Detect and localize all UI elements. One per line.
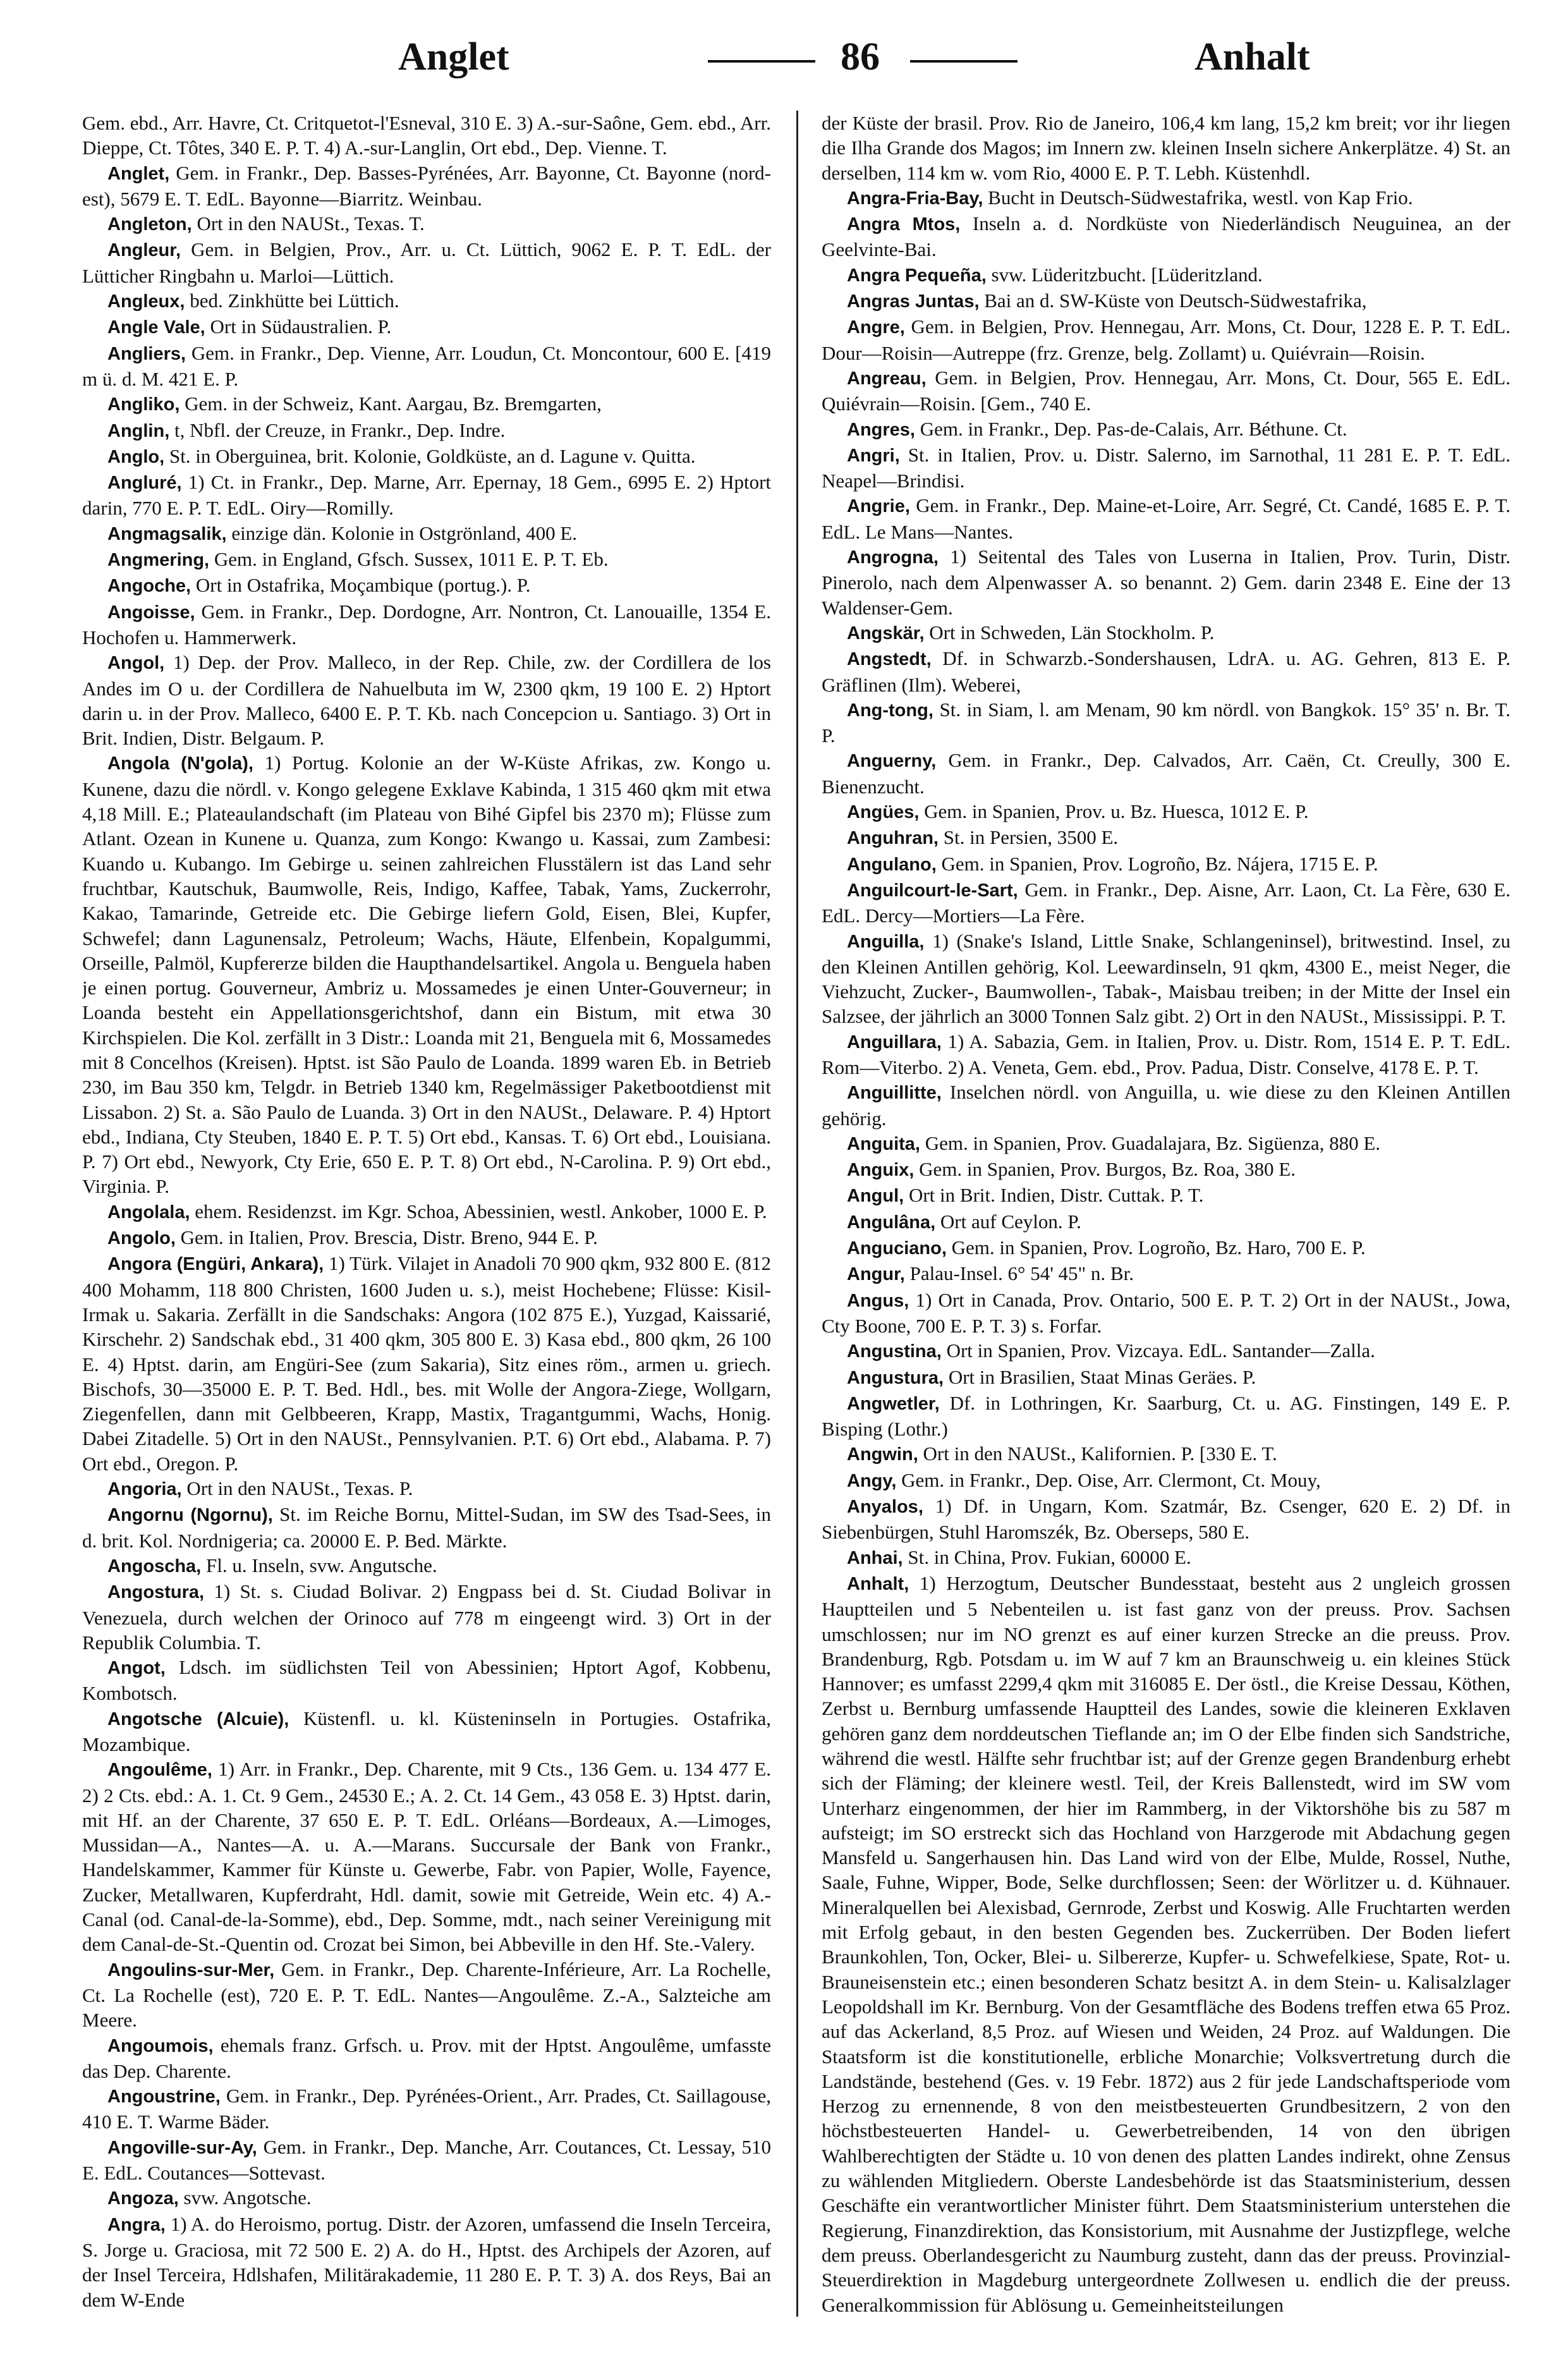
entry-text: 1) Ort in Canada, Prov. Ontario, 500 E. P. T. 2) Ort in der NAUSt., Jowa, Cty Boone, 700 E. P. T. 3) s. Forfar. <box>822 1288 1510 1337</box>
entry-headword: Angres, <box>847 419 915 440</box>
entry-text: Gem. ebd., Arr. Havre, Ct. Critquetot-l'Esneval, 310 E. 3) A.-sur-Saône, Gem. ebd., Arr. Dieppe, Ct. Tôtes, 340 E. P. T. 4) A.-sur-Langlin, Ort ebd., Dep. Vienne. T. <box>82 112 771 159</box>
entry-headword: Anguillitte, <box>847 1083 942 1104</box>
entry-headword: Angmagsalik, <box>107 523 227 544</box>
entry-headword: Angoville-sur-Ay, <box>107 2137 257 2158</box>
dictionary-entry <box>82 2135 771 2186</box>
entry-headword: Angol, <box>107 653 165 674</box>
entry-text: einzige dän. Kolonie in Ostgrönland, 400 E. <box>226 521 578 544</box>
running-head-right: Anhalt <box>1194 35 1310 78</box>
entry-headword: Angoulême, <box>107 1760 212 1781</box>
dictionary-entry <box>822 929 1510 1029</box>
left-column <box>82 111 771 2329</box>
entry-headword: Anguilcourt-le-Sart, <box>847 880 1018 901</box>
dictionary-entry <box>822 442 1510 494</box>
entry-text: St. im Reiche Bornu, Mittel-Sudan, im SW des Tsad-Sees, in d. brit. Kol. Nordnigeria; ca. 20000 E. P. Bed. Märkte. <box>82 1503 771 1552</box>
entry-text: ehemals franz. Grfsch. u. Prov. mit der Hptst. Angoulême, umfasste das Dep. Charente. <box>82 2033 771 2082</box>
entry-headword: Angoulins-sur-Mer, <box>107 1960 275 1980</box>
entry-headword: Angües, <box>847 802 920 823</box>
dictionary-entry <box>82 1225 771 1251</box>
dictionary-entry <box>82 650 771 750</box>
entry-text: Ort in Ostafrika, Moçambique (portug.). P. <box>191 574 531 597</box>
entry-headword: Angstedt, <box>847 649 932 670</box>
entry-headword: Angliers, <box>107 343 186 364</box>
entry-text: Gem. in England, Gfsch. Sussex, 1011 E. P. T. Eb. <box>209 548 609 571</box>
entry-text: Ort in Südaustralien. P. <box>205 315 392 338</box>
dictionary-entry <box>82 314 771 340</box>
dictionary-entry <box>82 418 771 444</box>
dictionary-entry <box>82 161 771 212</box>
dictionary-entry <box>822 1209 1510 1235</box>
dictionary-entry <box>82 1553 771 1579</box>
dictionary-entry <box>82 1706 771 1757</box>
entry-headword: Angustura, <box>847 1367 944 1388</box>
page-header <box>88 25 1504 95</box>
entry-text: Gem. in Spanien, Prov. Logroño, Bz. Haro, 700 E. P. <box>946 1236 1366 1259</box>
entry-text: Gem. in Spanien, Prov. Logroño, Bz. Nájera, 1715 E. P. <box>936 852 1378 875</box>
entry-headword: Angras Juntas, <box>847 291 980 312</box>
dictionary-entry <box>822 1131 1510 1157</box>
entry-headword: Anguerny, <box>847 751 937 772</box>
entry-text: Gem. in Frankr., Dep. Oise, Arr. Clermont, Ct. Mouy, <box>896 1468 1321 1491</box>
dictionary-entry <box>822 288 1510 314</box>
entry-text: Ort in Spanien, Prov. Vizcaya. EdL. Santander—Zalla. <box>941 1339 1375 1362</box>
entry-headword: Angrie, <box>847 496 910 517</box>
dictionary-entry <box>822 851 1510 877</box>
dictionary-entry <box>82 1655 771 1706</box>
entry-headword: Angustina, <box>847 1341 942 1362</box>
entry-text: Gem. in der Schweiz, Kant. Aargau, Bz. Bremgarten, <box>179 393 602 415</box>
dictionary-entry <box>82 1579 771 1655</box>
entry-text: Küstenfl. u. kl. Küsteninseln in Portugies. Ostafrika, Mozambique. <box>82 1707 771 1755</box>
entry-text: bed. Zinkhütte bei Lüttich. <box>185 290 399 312</box>
entry-text: 1) A. Sabazia, Gem. in Italien, Prov. u. Distr. Rom, 1514 E. P. T. EdL. Rom—Viterbo. 2) A. Veneta, Gem. ebd., Prov. Padua, Distr. Conselve, 4178 E. P. T. <box>822 1030 1510 1078</box>
dictionary-entry <box>822 1080 1510 1131</box>
dictionary-entry <box>82 2212 771 2312</box>
dictionary-entry <box>822 1391 1510 1442</box>
entry-headword: Angot, <box>107 1658 166 1679</box>
entry-headword: Angwin, <box>847 1444 918 1465</box>
dictionary-entry <box>82 599 771 650</box>
entry-text: Ort auf Ceylon. P. <box>935 1210 1081 1233</box>
entry-text: Inselchen nördl. von Anguilla, u. wie diese zu den Kleinen Antillen gehörig. <box>822 1081 1510 1130</box>
entry-headword: Angleur, <box>107 240 181 261</box>
entry-headword: Anglet, <box>107 163 170 184</box>
entry-text: 1) Ct. in Frankr., Dep. Marne, Arr. Epernay, 18 Gem., 6995 E. 2) Hptort darin, 770 E. P. T. EdL. Oiry—Romilly. <box>82 471 771 520</box>
dictionary-entry <box>822 799 1510 825</box>
dictionary-entry <box>822 620 1510 646</box>
entry-text: Gem. in Frankr., Dep. Calvados, Arr. Caën, Ct. Creully, 300 E. Bienenzucht. <box>822 749 1510 798</box>
entry-text: Inseln a. d. Nordküste von Niederländisch Neuguinea, an der Geelvinte-Bai. <box>822 212 1510 261</box>
dictionary-entry <box>822 1288 1510 1339</box>
entry-headword: Angoche, <box>107 576 191 597</box>
entry-headword: Angulâna, <box>847 1212 936 1233</box>
entry-text: Gem. in Spanien, Prov. Guadalajara, Bz. Sigüenza, 880 E. <box>920 1131 1381 1154</box>
entry-text: St. in Italien, Prov. u. Distr. Salerno, im Sarnothal, 11 281 E. P. T. EdL. Neapel—Brindisi. <box>822 443 1510 492</box>
entry-headword: Angora (Engüri, Ankara), <box>107 1254 324 1275</box>
dictionary-entry <box>822 1545 1510 1571</box>
entry-text: 1) A. do Heroismo, portug. Distr. der Azoren, umfassend die Inseln Terceira, S. Jorge u. Graciosa, mit 72 500 E. 2) A. do H., Hptst. des Archipels der Azoren, auf der Insel Terceira, Hdlshafen, Militärakademie, 11 280 E. P. T. 3) A. dos Reys, Bai an dem W-Ende <box>82 2212 771 2311</box>
entry-text: Gem. in Frankr., Dep. Dordogne, Arr. Nontron, Ct. Lanouaille, 1354 E. Hochofen u. Hammerwerk. <box>82 600 771 649</box>
entry-text: Bucht in Deutsch-Südwestafrika, westl. von Kap Frio. <box>983 186 1413 209</box>
entry-text: 1) Dep. der Prov. Malleco, in der Rep. Chile, zw. der Cordillera de los Andes im O u. der Cordillera de Nahuelbuta im W, 2300 qkm, 19 100 E. 2) Hptort darin u. in der Prov. Malleco, 6400 E. P. T. Kb. nach Concepcion u. Santiago. 3) Ort in Brit. Indien, Distr. Belgaum. P. <box>82 651 771 750</box>
dictionary-entry <box>822 211 1510 262</box>
entry-headword: Angskär, <box>847 623 925 643</box>
entry-headword: Anguciano, <box>847 1238 947 1259</box>
entry-headword: Angur, <box>847 1264 905 1285</box>
entry-headword: Anyalos, <box>847 1497 923 1518</box>
entry-text: Gem. in Frankr., Dep. Charente-Inférieure, Arr. La Rochelle, Ct. La Rochelle (est), 720 E. P. T. EdL. Nantes—Angoulême. Z.-A., Salzteiche am Meere. <box>82 1958 771 2032</box>
entry-headword: Angrogna, <box>847 547 939 568</box>
entry-text: der Küste der brasil. Prov. Rio de Janeiro, 106,4 km lang, 15,2 km breit; vor ihr liegen die Ilha Grande dos Magos; im Innern zw. kleinen Inseln sichere Ankerplätze. 4) St. an derselben, 114 km w. vom Rio, 4000 E. P. T. Lebh. Küstenhdl. <box>822 112 1510 184</box>
entry-headword: Angoscha, <box>107 1556 202 1576</box>
entry-headword: Anguillara, <box>847 1032 942 1052</box>
dictionary-entry <box>822 417 1510 442</box>
entry-text: Ldsch. im südlichsten Teil von Abessinien; Hptort Agof, Kobbenu, Kombotsch. <box>82 1656 771 1705</box>
dictionary-entry <box>82 1502 771 1553</box>
dictionary-entry <box>82 288 771 314</box>
entry-headword: Angluré, <box>107 473 182 494</box>
entry-text: Gem. in Frankr., Dep. Basses-Pyrénées, Arr. Bayonne, Ct. Bayonne (nord-est), 5679 E. T. EdL. Bayonne—Biarritz. Weinbau. <box>82 161 771 210</box>
entry-text: Ort in den NAUSt., Texas. T. <box>191 212 425 235</box>
entry-headword: Angoria, <box>107 1479 182 1500</box>
entry-headword: Anguita, <box>847 1133 920 1154</box>
entry-headword: Angostura, <box>107 1582 205 1603</box>
entry-headword: Angmering, <box>107 550 210 571</box>
entry-headword: Angola (N'gola), <box>107 753 253 774</box>
dictionary-entry <box>822 1365 1510 1391</box>
dictionary-entry <box>82 1476 771 1502</box>
entry-text: svw. Lüderitzbucht. [Lüderitzland. <box>986 263 1263 286</box>
entry-text: 1) (Snake's Island, Little Snake, Schlangeninsel), britwestind. Insel, zu den Kleinen Antillen gehörig, Kol. Leewardinseln, 91 qkm, 4300 E., meist Neger, die Viehzucht, Zucker-, Baumwollen-, Tabak-, Maisbau treiben; in der Mitte der Insel ein Salzsee, der jährlich an 3000 Tonnen Salz gibt. 2) Ort in den NAUSt., Mississippi. P. T. <box>822 929 1510 1028</box>
dictionary-entry <box>822 493 1510 544</box>
dictionary-entry <box>822 1157 1510 1183</box>
entry-text: Df. in Schwarzb.-Sondershausen, LdrA. u. AG. Gehren, 813 E. P. Gräflinen (Ilm). Weberei, <box>822 647 1510 696</box>
entry-headword: Angoisse, <box>107 602 195 623</box>
entry-text: Palau-Insel. 6° 54' 45" n. Br. <box>904 1262 1134 1285</box>
entry-headword: Angra Mtos, <box>847 214 961 235</box>
entry-text: Gem. in Frankr., Dep. Manche, Arr. Coutances, Ct. Lessay, 510 E. EdL. Coutances—Sottevast. <box>82 2135 771 2185</box>
dictionary-entry <box>82 444 771 470</box>
entry-headword: Angulano, <box>847 854 937 875</box>
dictionary-entry <box>82 573 771 599</box>
dictionary-entry <box>822 1338 1510 1364</box>
dictionary-entry <box>822 1183 1510 1209</box>
dictionary-entry <box>822 1029 1510 1080</box>
dictionary-entry <box>822 262 1510 288</box>
entry-text: 1) Portug. Kolonie an der W-Küste Afrikas, zw. Kongo u. Kunene, dazu die nördl. v. Kongo gelegene Exklave Kabinda, 1 315 460 qkm mit etwa 4,18 Mill. E.; Plateaulandschaft (im Plateau von Bihé Gipfel bis 2370 m); Flüsse zum Atlant. Ozean in Kunene u. Quanza, zum Kongo: Kwango u. Kassai, zum Zambesi: Kuando u. Kubango. Im Gebirge u. seinen zahlreichen Flusstälern ist das Land sehr fruchtbar, Kautschuk, Baumwolle, Reis, Indigo, Kaffee, Tabak, Yams, Zuckerrohr, Kakao, Tamarinde, Getreide etc. Die Gebirge liefern Gold, Eisen, Blei, Kupfer, Schwefel; dann Lagunensalz, Petroleum; Wachs, Häute, Elfenbein, Kopalgummi, Orseille, Palmöl, Kupfererze bilden die Haupthandelsartikel. Angola u. Benguela haben je einen portug. Gouverneur, Ambriz u. Mossamedes je einen Unter-Gouverneur; in Loanda besteht ein Appellationsgerichtshof, dann ein Bistum, mit etwa 30 Kirchspielen. Die Kol. zerfällt in 3 Distr.: Loanda mit 21, Benguela mit 6, Mossamedes mit 8 Concelhos (Kreisen). Hptst. ist São Paulo de Loanda. 1899 waren Eb. in Betrieb 230, im Bau 350 km, Telgdr. in Betrieb 1340 km, Regelmässiger Paketbootdienst mit Lissabon. 2) St. a. São Paulo de Luanda. 3) Ort in den NAUSt., Delaware. P. 4) Hptort ebd., Indiana, Cty Steuben, 1840 E. P. T. 5) Ort ebd., Kansas. T. 6) Ort ebd., Louisiana. P. 7) Ort ebd., Newyork, Cty Erie, 650 E. P. T. 8) Ort ebd., N-Carolina. P. 9) Ort ebd., Virginia. P. <box>82 752 771 1198</box>
dictionary-entry <box>82 111 771 161</box>
entry-text: Ort in Schweden, Län Stockholm. P. <box>924 621 1215 643</box>
entry-text: Gem. in Frankr., Dep. Pas-de-Calais, Arr. Béthune. Ct. <box>915 417 1347 440</box>
entry-headword: Angwetler, <box>847 1393 940 1414</box>
entry-headword: Anhalt, <box>847 1573 909 1594</box>
entry-text: Gem. in Frankr., Dep. Aisne, Arr. Laon, Ct. La Fère, 630 E. EdL. Dercy—Mortiers—La Fère. <box>822 878 1510 927</box>
entry-headword: Angornu (Ngornu), <box>107 1505 273 1526</box>
dictionary-entry <box>822 1235 1510 1261</box>
entry-text: Gem. in Belgien, Prov., Arr. u. Ct. Lüttich, 9062 E. P. T. EdL. der Lütticher Ringbahn u. Marloi—Lüttich. <box>82 238 771 287</box>
entry-headword: Angre, <box>847 317 905 338</box>
entry-text: Ort in Brasilien, Staat Minas Geräes. P. <box>944 1365 1256 1388</box>
entry-headword: Anglo, <box>107 446 165 467</box>
entry-headword: Angra, <box>107 2214 166 2235</box>
entry-text: ehem. Residenzst. im Kgr. Schoa, Abessinien, westl. Ankober, 1000 E. P. <box>190 1200 767 1222</box>
entry-headword: Ang-tong, <box>847 700 933 721</box>
right-column <box>822 111 1510 2329</box>
entry-headword: Anguix, <box>847 1160 915 1181</box>
entry-text: 1) Herzogtum, Deutscher Bundesstaat, besteht aus 2 ungleich grossen Hauptteilen und 5 Nebenteilen u. ist fast ganz von der preuss. Prov. Sachsen umschlossen; nur im NO grenzt es auf einer kurzen Strecke an die preuss. Prov. Brandenburg, Rgb. Potsdam u. im W auf 7 km an Braunschweig u. ein kleines Stück Hannover; es umfasst 2299,4 qkm mit 316085 E. Der östl., die Kreise Dessau, Köthen, Zerbst u. Bernburg umfassende Hauptteil des Landes, sowie die kleineren Exklaven gehören ganz dem norddeutschen Tieflande an; im O der Elbe finden sich Sandstriche, während die westl. Hälfte sehr fruchtbar ist; auf der Grenze gegen Brandenburg erhebt sich der Fläming; der kleinere westl. Teil, der Kreis Ballenstedt, wird im SW vom Unterharz eingenommen, der hier im Rammberg, in der Viktorshöhe bis zu 587 m aufsteigt; im SO erstreckt sich das Hochland von Harzgerode mit Abdachung gegen Mansfeld u. Sangerhausen hin. Das Land wird von der Elbe, Mulde, Rossel, Nuthe, Saale, Fuhne, Wipper, Bode, Selke durchflossen; Seen: der Wörlitzer u. d. Kühnauer. Mineralquellen bei Alexisbad, Gernrode, Zerbst und Koswig. Alle Fruchtarten werden mit Erfolg gebaut, in den besten Gegenden bes. Zuckerrüben. Der Boden liefert Braunkohlen, Ton, Ocker, Blei- u. Silbererze, Kupfer- u. Schwefelkiese, Spate, Rot- u. Brauneisenstein etc.; einen besonderen Schatz besitzt A. in dem Stein- u. Kalisalzlager Leopoldshall im Kr. Bernburg. Von der Gesamtfläche des Bodens treffen etwa 65 Proz. auf das Ackerland, 8,5 Proz. auf Wiesen und Weiden, 24 Proz. auf Waldungen. Die Staatsform ist die konstitutionelle, erbliche Monarchie; Volksvertretung durch die Landstände, bestehend (Ges. v. 19 Febr. 1872) aus 2 für jede Landschaftsperiode vom Herzog zu ernennende, 8 von den meistbesteuerten Grundbesitzern, 2 von den höchstbesteuerten Handel- u. Gewerbetreibenden, 14 von den übrigen Wahlberechtigten der Städte u. 10 von denen des platten Landes indirekt, ohne Zensus zu wählenden Mitgliedern. Oberste Landesbehörde ist das Staatsministerium, dessen Geschäfte ein verantwortlicher Minister führt. Dem Staatsministerium unterstehen die Regierung, Finanzdirektion, das Konsistorium, mit Ausnahme der Justizpflege, welche dem preuss. Oberlandesgericht zu Naumburg zusteht, dann das der preuss. Provinzial-Steuerdirektion in Magdeburg untergeordnete Zollwesen u. endlich die der preuss. Generalkommission für Ablösung u. Gemeinheitsteilungen <box>822 1571 1510 2316</box>
dictionary-entry <box>822 697 1510 748</box>
dictionary-entry <box>82 341 771 392</box>
entry-headword: Anguhran, <box>847 828 939 849</box>
entry-headword: Angoumois, <box>107 2035 214 2056</box>
entry-text: Gem. in Frankr., Dep. Vienne, Arr. Loudun, Ct. Moncontour, 600 E. [419 m ü. d. M. 421 E. P. <box>82 341 771 390</box>
entry-headword: Angy, <box>847 1470 897 1491</box>
entry-text: Gem. in Belgien, Prov. Hennegau, Arr. Mons, Ct. Dour, 565 E. EdL. Quiévrain—Roisin. [Gem., 740 E. <box>822 366 1510 415</box>
entry-headword: Angolo, <box>107 1228 176 1249</box>
dictionary-entry <box>82 1957 771 2033</box>
entry-headword: Angoustrine, <box>107 2087 221 2107</box>
dictionary-entry <box>82 1757 771 1956</box>
column-divider <box>796 111 798 2317</box>
entry-headword: Angliko, <box>107 394 180 415</box>
entry-text: St. in Siam, l. am Menam, 90 km nördl. von Bangkok. 15° 35' n. Br. T. P. <box>822 698 1510 747</box>
entry-text: Bai an d. SW-Küste von Deutsch-Südwestafrika, <box>979 290 1367 312</box>
entry-text: Gem. in Italien, Prov. Brescia, Distr. Breno, 944 E. P. <box>175 1226 598 1249</box>
dictionary-entry <box>82 1251 771 1476</box>
entry-text: St. in Persien, 3500 E. <box>939 826 1119 849</box>
dictionary-entry <box>82 547 771 573</box>
dictionary-entry <box>822 877 1510 929</box>
entry-text: 1) Arr. in Frankr., Dep. Charente, mit 9 Cts., 136 Gem. u. 134 477 E. 2) 2 Cts. ebd.: A. 1. Ct. 9 Gem., 24530 E.; A. 2. Ct. 14 Gem., 43 058 E. 3) Hptst. darin, mit Hf. an der Charente, 37 650 E. P. T. EdL. Orléans—Bordeaux, A.—Limoges, Mussidan—A., Nantes—A. u. A.—Marans. Succursale der Bank von Frankr., Handelskammer, Kammer für Künste u. Gewerbe, Fabr. von Papier, Wolle, Fayence, Zucker, Metallwaren, Kupferdraht, Hdl. damit, sowie mit Getreide, Wein etc. 4) A.-Canal (od. Canal-de-la-Somme), ebd., Dep. Somme, mdt., nach seiner Vereinigung mit dem Canal-de-St.-Quentin od. Crozat bei Simon, bei Abbeville in den Hf. Ste.-Valery. <box>82 1758 771 1956</box>
entry-text: 1) Df. in Ungarn, Kom. Szatmár, Bz. Csenger, 620 E. 2) Df. in Siebenbürgen, Stuhl Haromszék, Bz. Oberseps, 580 E. <box>822 1495 1510 1544</box>
entry-text: Ort in den NAUSt., Kalifornien. P. [330 E. T. <box>918 1442 1277 1465</box>
entry-headword: Angleux, <box>107 291 185 312</box>
entry-headword: Angleton, <box>107 214 192 235</box>
dictionary-entry <box>822 314 1510 365</box>
entry-text: 1) Seitental des Tales von Luserna in Italien, Prov. Turin, Distr. Pinerolo, nach dem Alpenwasser A. so benannt. 2) Gem. darin 2348 E. Eine der 13 Waldenser-Gem. <box>822 546 1510 619</box>
dictionary-entry <box>822 646 1510 697</box>
dictionary-entry <box>822 1494 1510 1545</box>
entry-text: Gem. in Belgien, Prov. Hennegau, Arr. Mons, Ct. Dour, 1228 E. P. T. EdL. Dour—Roisin—Autreppe (frz. Grenze, belg. Zollamt) u. Quiévrain—Roisin. <box>822 315 1510 364</box>
entry-headword: Anguilla, <box>847 931 925 952</box>
entry-text: Ort in Brit. Indien, Distr. Cuttak. P. T. <box>904 1184 1204 1207</box>
dictionary-entry <box>82 237 771 288</box>
entry-text: St. in Oberguinea, brit. Kolonie, Goldküste, an d. Lagune v. Quitta. <box>164 444 696 467</box>
entry-text: 1) St. s. Ciudad Bolivar. 2) Engpass bei d. St. Ciudad Bolivar in Venezuela, durch welchen der Orinoco auf 778 m eingeengt wird. 3) Ort in der Republik Columbia. T. <box>82 1580 771 1654</box>
entry-text: 1) Türk. Vilajet in Anadoli 70 900 qkm, 932 800 E. (812 400 Mohamm, 118 800 Christen, 1600 Juden u. s.), meist Hochebene; Flüsse: Kisil-Irmak u. Sakaria. Zerfällt in die Sandschaks: Angora (102 875 E.), Yuzgad, Kaissarié, Kirschehr. 2) Sandschak ebd., 31 400 qkm, 305 800 E. 3) Kasa ebd., 800 qkm, 26 100 E. 4) Hptst. darin, am Engüri-See (zum Sakaria), Sitz eines röm., armen u. griech. Bischofs, 30—35000 E. P. T. Bed. Hdl., bes. mit Wolle der Angora-Ziege, Wollgarn, Ziegenfellen, dann mit Gelbbeeren, Krapp, Mastix, Tragantgummi, Wachs, Honig. Dabei Zitadelle. 5) Ort in den NAUSt., Pennsylvanien. P.T. 6) Ort ebd., Alabama. P. 7) Ort ebd., Oregon. P. <box>82 1252 771 1475</box>
entry-text: Gem. in Frankr., Dep. Pyrénées-Orient., Arr. Prades, Ct. Saillagouse, 410 E. T. Warme Bäder. <box>82 2085 771 2133</box>
dictionary-entry <box>822 185 1510 211</box>
entry-headword: Angotsche (Alcuie), <box>107 1709 289 1729</box>
entry-headword: Angra Pequeña, <box>847 265 987 286</box>
dictionary-entry <box>822 1261 1510 1287</box>
running-head-left: Anglet <box>398 35 509 78</box>
dictionary-entry <box>822 111 1510 185</box>
page-number: 86 <box>841 35 880 78</box>
dictionary-entry <box>82 211 771 237</box>
entry-headword: Angul, <box>847 1186 904 1207</box>
dictionary-entry <box>82 1199 771 1225</box>
header-rule-right <box>910 60 1018 63</box>
entry-headword: Angus, <box>847 1290 909 1311</box>
dictionary-entry <box>822 544 1510 620</box>
entry-text: Gem. in Frankr., Dep. Maine-et-Loire, Arr. Segré, Ct. Candé, 1685 E. P. T. EdL. Le Mans—Nantes. <box>822 494 1510 543</box>
dictionary-entry <box>822 1468 1510 1494</box>
dictionary-entry <box>82 470 771 521</box>
entry-text: Fl. u. Inseln, svw. Angutsche. <box>201 1554 437 1576</box>
dictionary-entry <box>82 2083 771 2135</box>
entry-text: svw. Angotsche. <box>178 2186 312 2209</box>
dictionary-entry <box>822 1441 1510 1467</box>
entry-headword: Angolala, <box>107 1202 190 1222</box>
entry-headword: Angreau, <box>847 368 927 389</box>
entry-headword: Anglin, <box>107 420 170 441</box>
entry-headword: Angra-Fria-Bay, <box>847 188 983 209</box>
entry-text: Gem. in Spanien, Prov. Burgos, Bz. Roa, 380 E. <box>914 1158 1296 1181</box>
dictionary-entry <box>822 1571 1510 2317</box>
entry-text: Gem. in Spanien, Prov. u. Bz. Huesca, 1012 E. P. <box>919 800 1309 823</box>
dictionary-entry <box>82 750 771 1198</box>
entry-headword: Angoza, <box>107 2188 179 2209</box>
entry-text: Df. in Lothringen, Kr. Saarburg, Ct. u. AG. Finstingen, 149 E. P. Bisping (Lothr.) <box>822 1391 1510 1441</box>
dictionary-entry <box>82 391 771 417</box>
dictionary-entry <box>822 365 1510 417</box>
dictionary-entry <box>822 825 1510 851</box>
entry-text: t, Nbfl. der Creuze, in Frankr., Dep. Indre. <box>169 418 506 441</box>
entry-headword: Anhai, <box>847 1547 903 1568</box>
entry-text: St. in China, Prov. Fukian, 60000 E. <box>903 1545 1191 1568</box>
dictionary-entry <box>82 521 771 547</box>
header-rule-left <box>708 60 815 63</box>
entry-text: Ort in den NAUSt., Texas. P. <box>181 1477 413 1500</box>
entry-headword: Angri, <box>847 445 900 466</box>
dictionary-entry <box>822 748 1510 799</box>
dictionary-entry <box>82 2185 771 2211</box>
entry-headword: Angle Vale, <box>107 317 205 338</box>
dictionary-entry <box>82 2033 771 2084</box>
